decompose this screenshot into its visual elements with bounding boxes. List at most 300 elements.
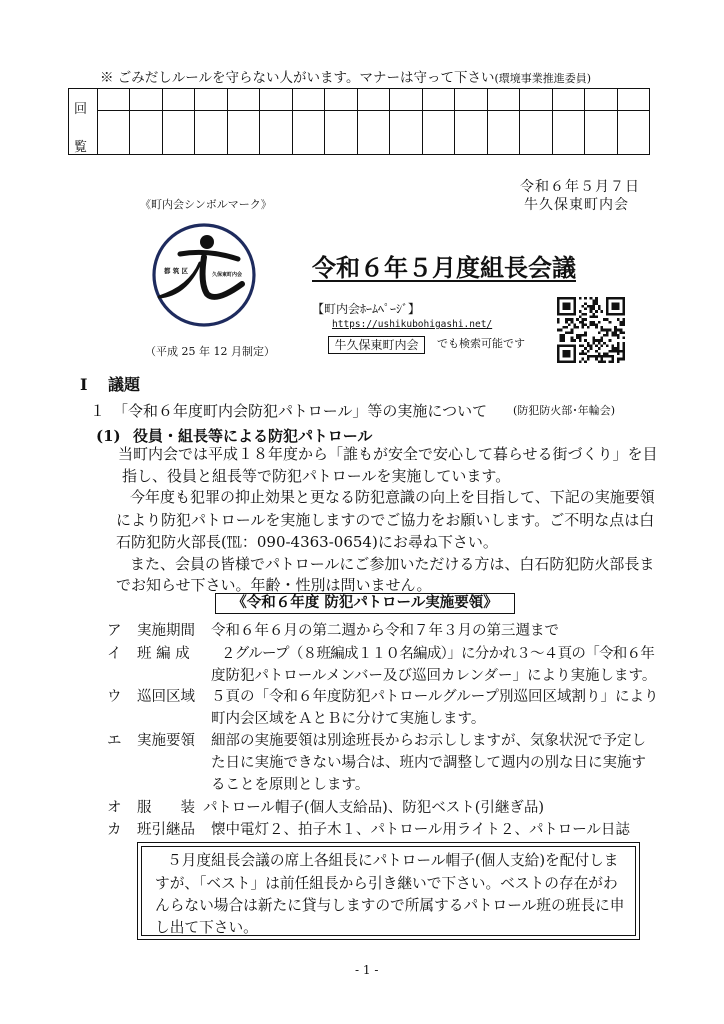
qr-module xyxy=(573,358,576,361)
qr-module xyxy=(571,331,574,334)
qr-module xyxy=(590,355,593,358)
qr-module xyxy=(595,315,598,318)
guideline-item-line: ることを原則とします。 xyxy=(211,777,370,793)
qr-module xyxy=(598,308,601,311)
qr-module xyxy=(573,352,576,355)
qr-module xyxy=(611,297,614,300)
circulation-cell xyxy=(162,89,194,110)
qr-module xyxy=(579,352,582,355)
qr-module xyxy=(617,350,620,353)
qr-module xyxy=(614,297,617,300)
homepage-label: 【町内会ﾎｰﾑﾍﾟｰｼﾞ】 xyxy=(312,302,421,316)
qr-module xyxy=(557,297,560,300)
qr-module xyxy=(587,345,590,348)
qr-module xyxy=(579,360,582,363)
qr-module xyxy=(557,329,560,332)
qr-module xyxy=(568,323,571,326)
qr-module xyxy=(584,297,587,300)
qr-module xyxy=(590,345,593,348)
qr-module xyxy=(573,345,576,348)
circulation-cell xyxy=(259,89,291,110)
qr-module xyxy=(592,342,595,345)
qr-module xyxy=(603,342,606,345)
qr-module xyxy=(562,305,565,308)
circulation-cell xyxy=(487,110,519,154)
qr-module xyxy=(565,345,568,348)
qr-module xyxy=(557,360,560,363)
qr-module xyxy=(614,305,617,308)
qr-module xyxy=(622,305,625,308)
qr-module xyxy=(565,321,568,324)
qr-module xyxy=(573,347,576,350)
notice-box-line: すが、「ベスト」は前任組長から引き継いで下さい。ベストの存在がわ xyxy=(155,875,618,892)
qr-module xyxy=(581,323,584,326)
waste-notice-text: ※ ごみだしルールを守らない人がいます。マナーは守って下さい xyxy=(100,70,495,86)
qr-module xyxy=(573,302,576,305)
qr-module xyxy=(562,313,565,316)
qr-module xyxy=(557,310,560,313)
circulation-cell xyxy=(519,89,551,110)
qr-module xyxy=(614,302,617,305)
qr-module xyxy=(584,347,587,350)
qr-module xyxy=(565,331,568,334)
qr-module xyxy=(573,350,576,353)
qr-module xyxy=(595,302,598,305)
qr-module xyxy=(622,313,625,316)
qr-module xyxy=(603,352,606,355)
circulation-cell xyxy=(617,89,649,110)
qr-module xyxy=(571,318,574,321)
qr-module xyxy=(617,329,620,332)
qr-module xyxy=(587,326,590,329)
qr-module xyxy=(622,350,625,353)
subsection-number: (1) xyxy=(96,427,121,445)
qr-module xyxy=(606,305,609,308)
qr-module xyxy=(579,334,582,337)
qr-module xyxy=(601,355,604,358)
guideline-item-label: 巡回区域 xyxy=(137,689,195,705)
circulation-cell xyxy=(487,89,519,110)
qr-module xyxy=(579,337,582,340)
qr-module xyxy=(581,350,584,353)
qr-module xyxy=(576,326,579,329)
qr-module xyxy=(620,323,623,326)
qr-module xyxy=(601,339,604,342)
qr-module xyxy=(614,331,617,334)
qr-module xyxy=(622,337,625,340)
logo-text-left: 都 筑 区 xyxy=(164,267,189,275)
guideline-item-letter: ア xyxy=(107,623,122,639)
qr-module xyxy=(573,326,576,329)
qr-module xyxy=(584,331,587,334)
qr-module xyxy=(620,313,623,316)
qr-module xyxy=(590,315,593,318)
qr-module xyxy=(592,305,595,308)
notice-box-line: し出て下さい。 xyxy=(155,919,258,936)
section-title: 議題 xyxy=(108,375,141,394)
qr-module xyxy=(598,331,601,334)
qr-module xyxy=(595,326,598,329)
qr-module xyxy=(560,339,563,342)
qr-module xyxy=(617,337,620,340)
page-title: 令和６年５月度組長会議 xyxy=(312,253,576,282)
qr-module xyxy=(576,337,579,340)
qr-module xyxy=(568,297,571,300)
qr-module xyxy=(584,360,587,363)
qr-module xyxy=(590,321,593,324)
circulation-cell xyxy=(259,110,291,154)
qr-module xyxy=(598,305,601,308)
guideline-item-letter: イ xyxy=(107,646,122,662)
guideline-item-line: パトロール帽子(個人支給品)、防犯ベスト(引継ぎ品) xyxy=(203,800,545,816)
qr-module xyxy=(573,297,576,300)
qr-module xyxy=(595,355,598,358)
search-term-box: 牛久保東町内会 xyxy=(328,336,425,354)
qr-module xyxy=(622,358,625,361)
qr-module xyxy=(617,318,620,321)
qr-module xyxy=(611,331,614,334)
subsection-title: 役員・組長等による防犯パトロール xyxy=(133,427,373,445)
circulation-cell xyxy=(97,110,129,154)
qr-module xyxy=(557,345,560,348)
guideline-item-label: 班引継品 xyxy=(137,822,195,838)
qr-module xyxy=(557,321,560,324)
circulation-cell xyxy=(454,110,486,154)
agenda-item-department: (防犯防火部･年輪会) xyxy=(513,404,616,417)
qr-module xyxy=(565,360,568,363)
agenda-item-title: 「令和６年度町内会防犯パトロール」等の実施について xyxy=(113,402,488,420)
homepage-url-link[interactable]: https://ushikubohigashi.net/ xyxy=(332,319,493,330)
qr-module xyxy=(592,302,595,305)
qr-module xyxy=(595,358,598,361)
circulation-cell xyxy=(162,110,194,154)
qr-module xyxy=(562,350,565,353)
qr-module xyxy=(620,350,623,353)
qr-module xyxy=(565,305,568,308)
logo-figure-head xyxy=(200,235,214,249)
qr-module xyxy=(606,329,609,332)
qr-module xyxy=(601,358,604,361)
qr-module xyxy=(601,310,604,313)
notice-box xyxy=(137,842,640,940)
qr-module xyxy=(614,347,617,350)
qr-module xyxy=(565,352,568,355)
qr-module xyxy=(573,305,576,308)
qr-module xyxy=(620,321,623,324)
circulation-cell xyxy=(194,89,226,110)
qr-module xyxy=(595,345,598,348)
qr-module xyxy=(617,360,620,363)
qr-module xyxy=(601,345,604,348)
qr-module xyxy=(557,347,560,350)
qr-module xyxy=(571,321,574,324)
qr-module xyxy=(568,360,571,363)
qr-module xyxy=(611,350,614,353)
qr-module xyxy=(609,350,612,353)
qr-module xyxy=(571,337,574,340)
qr-module xyxy=(584,334,587,337)
qr-module xyxy=(562,345,565,348)
qr-module xyxy=(617,305,620,308)
qr-module xyxy=(592,300,595,303)
qr-module xyxy=(617,302,620,305)
qr-module xyxy=(571,329,574,332)
circulation-cell xyxy=(552,89,584,110)
qr-module xyxy=(609,339,612,342)
qr-module xyxy=(595,339,598,342)
qr-module xyxy=(579,315,582,318)
qr-module xyxy=(622,310,625,313)
guideline-item-letter: オ xyxy=(107,800,122,816)
qr-module xyxy=(622,321,625,324)
circulation-cell xyxy=(584,110,616,154)
qr-module xyxy=(592,313,595,316)
qr-module xyxy=(617,345,620,348)
organization-name: 牛久保東町内会 xyxy=(524,197,629,213)
qr-module xyxy=(609,321,612,324)
qr-module xyxy=(587,305,590,308)
qr-module xyxy=(568,313,571,316)
qr-module xyxy=(611,345,614,348)
qr-module xyxy=(562,337,565,340)
qr-module xyxy=(603,334,606,337)
circulation-cell xyxy=(454,89,486,110)
qr-module xyxy=(611,360,614,363)
qr-module xyxy=(560,345,563,348)
qr-module xyxy=(598,360,601,363)
guideline-item-value xyxy=(211,643,656,687)
qr-module xyxy=(587,350,590,353)
qr-module xyxy=(611,305,614,308)
guideline-item-value xyxy=(211,819,630,841)
qr-module xyxy=(581,352,584,355)
circulation-cell xyxy=(422,110,454,154)
qr-code xyxy=(557,297,625,363)
qr-module xyxy=(565,313,568,316)
qr-module xyxy=(611,308,614,311)
qr-module xyxy=(590,347,593,350)
qr-module xyxy=(584,318,587,321)
qr-module xyxy=(571,345,574,348)
qr-module xyxy=(571,360,574,363)
qr-module xyxy=(576,334,579,337)
circulation-label-top: 回 xyxy=(74,102,88,117)
circulation-cell xyxy=(227,110,259,154)
qr-module xyxy=(614,326,617,329)
notice-box-line: んらない場合は新たに貸与しますので所属するパトロール班の班長に申 xyxy=(155,897,625,914)
circulation-cell xyxy=(227,89,259,110)
search-note: でも検索可能です xyxy=(437,337,525,350)
qr-module xyxy=(562,339,565,342)
qr-module xyxy=(606,308,609,311)
qr-module xyxy=(584,352,587,355)
qr-module xyxy=(595,350,598,353)
qr-module xyxy=(617,342,620,345)
qr-module xyxy=(565,350,568,353)
circulation-cell xyxy=(97,89,129,110)
qr-module xyxy=(562,302,565,305)
qr-module xyxy=(601,329,604,332)
circulation-label xyxy=(69,89,97,154)
qr-module xyxy=(562,334,565,337)
qr-module xyxy=(606,345,609,348)
guideline-item-line: 令和６年６月の第二週から令和７年３月の第三週まで xyxy=(211,623,559,639)
qr-module xyxy=(560,334,563,337)
qr-module xyxy=(584,302,587,305)
circulation-cell xyxy=(617,110,649,154)
qr-module xyxy=(565,308,568,311)
qr-module xyxy=(609,297,612,300)
qr-module xyxy=(581,326,584,329)
qr-module xyxy=(617,352,620,355)
qr-module xyxy=(568,302,571,305)
circulation-label-bottom: 覧 xyxy=(74,140,88,155)
qr-module xyxy=(557,305,560,308)
circulation-cell xyxy=(422,89,454,110)
qr-module xyxy=(606,334,609,337)
qr-module xyxy=(565,302,568,305)
qr-module xyxy=(617,347,620,350)
paragraph-line: 当町内会では平成１８年度から「誰もが安全で安心して暮らせる街づくり」を目 xyxy=(118,445,658,463)
qr-module xyxy=(598,342,601,345)
qr-module xyxy=(565,326,568,329)
qr-module xyxy=(584,339,587,342)
qr-module xyxy=(573,355,576,358)
qr-module xyxy=(557,352,560,355)
qr-module xyxy=(562,326,565,329)
guideline-item-value xyxy=(211,686,658,730)
qr-module xyxy=(592,323,595,326)
qr-module xyxy=(573,308,576,311)
qr-module xyxy=(565,355,568,358)
qr-module xyxy=(560,313,563,316)
qr-module xyxy=(598,339,601,342)
qr-module xyxy=(603,355,606,358)
qr-module xyxy=(617,358,620,361)
page-number: - 1 - xyxy=(355,963,379,977)
qr-module xyxy=(568,308,571,311)
qr-module xyxy=(571,313,574,316)
qr-module xyxy=(603,360,606,363)
qr-module xyxy=(592,315,595,318)
qr-module xyxy=(622,297,625,300)
circulation-cell xyxy=(357,89,389,110)
paragraph-line: 指し、役員と組長等で防犯パトロールを実施しています。 xyxy=(122,467,511,485)
qr-module xyxy=(568,331,571,334)
qr-module xyxy=(590,297,593,300)
qr-module xyxy=(568,318,571,321)
qr-module xyxy=(557,300,560,303)
qr-module xyxy=(617,297,620,300)
qr-module xyxy=(622,318,625,321)
guideline-item-label: 班 編 成 xyxy=(137,646,190,662)
qr-module xyxy=(590,323,593,326)
qr-module xyxy=(590,310,593,313)
circulation-cell xyxy=(389,110,421,154)
guideline-item-letter: カ xyxy=(107,822,122,838)
guideline-item-value xyxy=(211,730,646,796)
qr-module xyxy=(581,345,584,348)
circulation-cell xyxy=(519,110,551,154)
qr-module xyxy=(614,350,617,353)
qr-module xyxy=(620,331,623,334)
qr-module xyxy=(560,360,563,363)
qr-module xyxy=(617,308,620,311)
guideline-item-value xyxy=(203,797,544,819)
qr-module xyxy=(601,337,604,340)
qr-module xyxy=(611,302,614,305)
paragraph-line: 今年度も犯罪の抑止効果と更なる防犯意識の向上を目指して、下記の実施要領 xyxy=(130,488,655,506)
qr-module xyxy=(568,305,571,308)
qr-module xyxy=(592,337,595,340)
qr-module xyxy=(614,329,617,332)
qr-module xyxy=(611,358,614,361)
waste-notice-source: (環境事業推進委員) xyxy=(494,72,592,85)
qr-module xyxy=(579,345,582,348)
paragraph-line: また、会員の皆様でパトロールにご参加いただける方は、白石防犯防火部長ま xyxy=(130,555,655,573)
paragraph-line: 石防犯防火部長(℡：090-4363-0654)にお尋ね下さい。 xyxy=(116,533,498,551)
qr-module xyxy=(573,339,576,342)
qr-module xyxy=(560,337,563,340)
circulation-cell xyxy=(324,110,356,154)
qr-module xyxy=(592,321,595,324)
qr-module xyxy=(622,302,625,305)
qr-module xyxy=(622,345,625,348)
qr-module xyxy=(562,360,565,363)
qr-module xyxy=(573,300,576,303)
qr-module xyxy=(606,297,609,300)
qr-module xyxy=(590,305,593,308)
symbol-established: （平成 25 年 12 月制定） xyxy=(145,345,275,358)
qr-module xyxy=(581,313,584,316)
qr-module xyxy=(609,313,612,316)
qr-module xyxy=(584,308,587,311)
qr-module xyxy=(622,342,625,345)
qr-module xyxy=(579,297,582,300)
agenda-item-number: １ xyxy=(90,402,106,420)
guideline-item-label: 実施期間 xyxy=(137,623,195,639)
qr-module xyxy=(557,313,560,316)
issue-date: 令和６年５月７日 xyxy=(520,179,640,195)
qr-module xyxy=(571,297,574,300)
qr-module xyxy=(614,313,617,316)
qr-module xyxy=(620,329,623,332)
logo-text-right: 久保東町内会 xyxy=(212,272,243,278)
qr-module xyxy=(606,310,609,313)
qr-module xyxy=(587,342,590,345)
circulation-cell xyxy=(292,110,324,154)
qr-module xyxy=(573,310,576,313)
waste-notice xyxy=(100,69,591,88)
qr-module xyxy=(595,297,598,300)
qr-module xyxy=(587,358,590,361)
qr-module xyxy=(565,318,568,321)
qr-module xyxy=(573,323,576,326)
circulation-cell xyxy=(129,89,161,110)
qr-module xyxy=(622,352,625,355)
qr-module xyxy=(609,360,612,363)
qr-module xyxy=(622,308,625,311)
qr-module xyxy=(592,308,595,311)
section-number: Ⅰ xyxy=(80,375,88,394)
qr-module xyxy=(568,355,571,358)
circulation-cell xyxy=(584,89,616,110)
symbol-mark-caption: 《町内会シンボルマーク》 xyxy=(140,198,272,211)
qr-module xyxy=(560,329,563,332)
paragraph-line: により防犯パトロールを実施しますのでご協力をお願いします。ご不明な点は白 xyxy=(116,511,655,529)
qr-module xyxy=(562,355,565,358)
circulation-cell xyxy=(324,89,356,110)
